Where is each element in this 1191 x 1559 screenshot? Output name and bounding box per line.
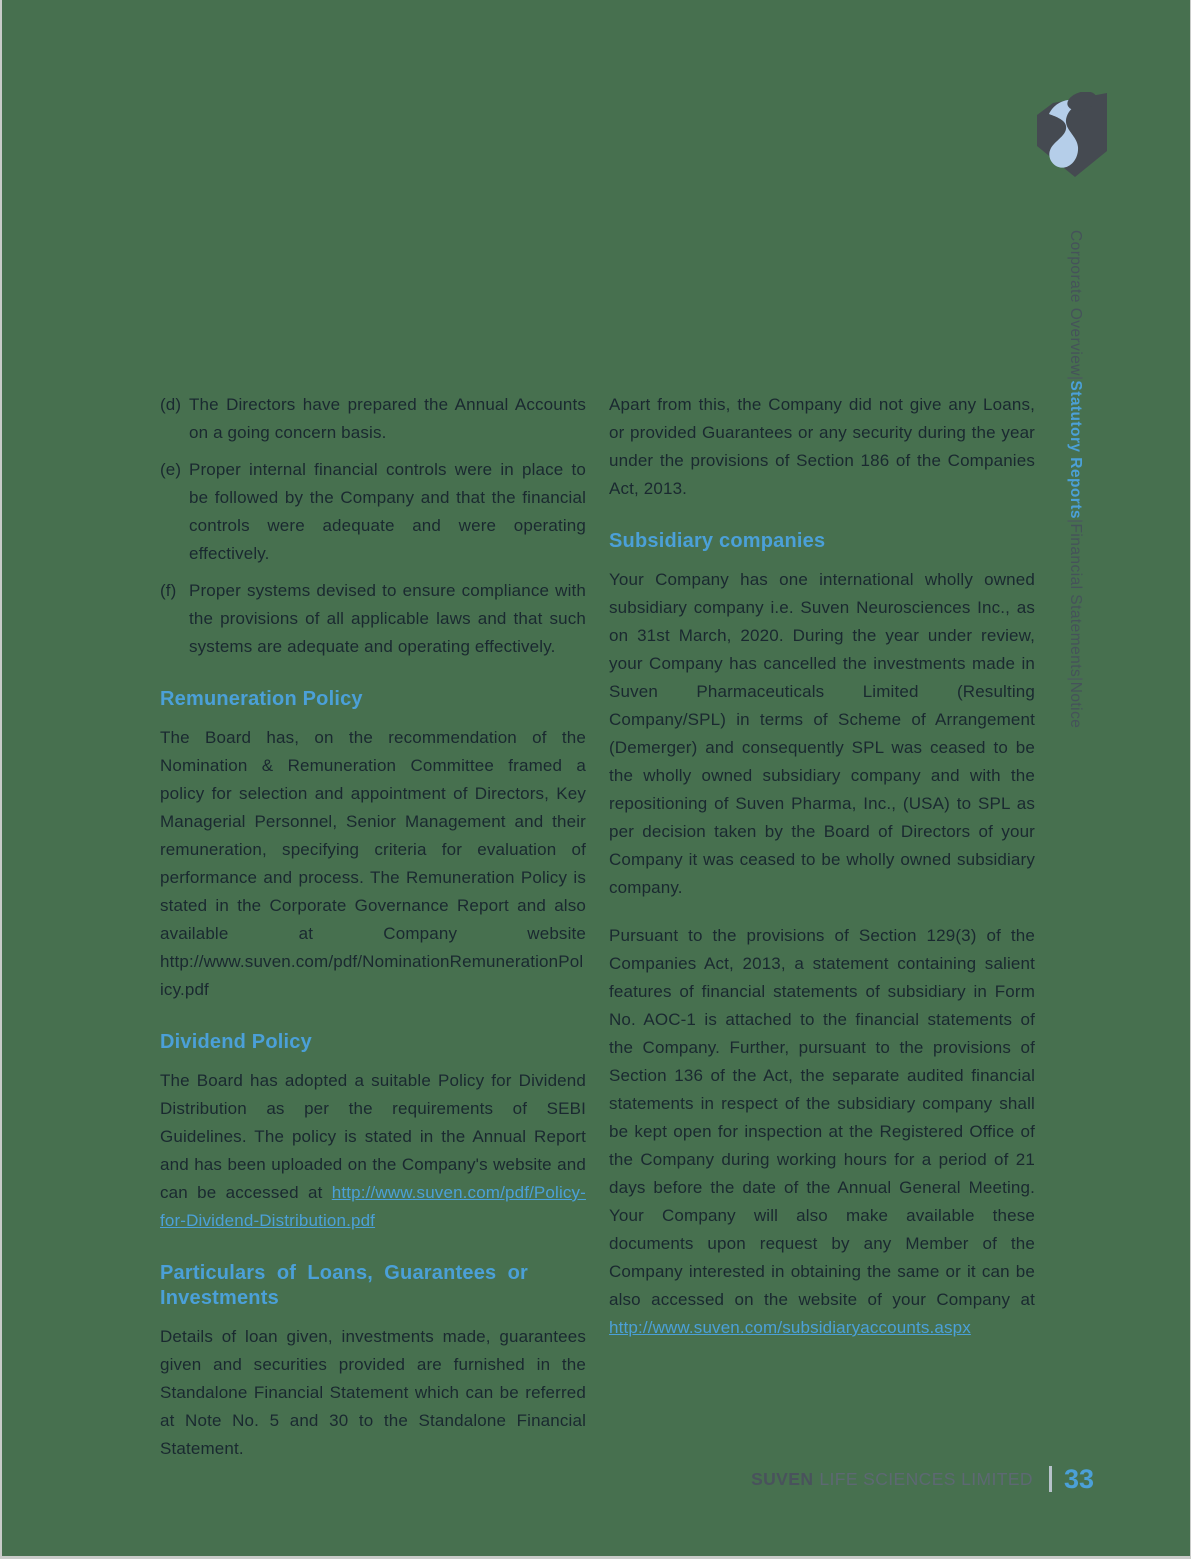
footer-brand-secondary: LIFE SCIENCES LIMITED <box>819 1468 1033 1489</box>
subsidiary-accounts-link[interactable]: http://www.suven.com/subsidiaryaccounts.aspx <box>609 1318 971 1337</box>
tab-separator: | <box>1067 375 1084 381</box>
footer-divider <box>1049 1466 1052 1492</box>
list-marker: (f) <box>160 581 177 600</box>
heading-remuneration-policy: Remuneration Policy <box>160 688 363 710</box>
list-marker: (e) <box>160 460 182 479</box>
tab-separator: | <box>1067 677 1084 682</box>
tab-statutory-reports: Statutory Reports <box>1067 380 1084 519</box>
right-column <box>609 391 1035 1362</box>
particulars-paragraph: Details of loan given, investments made, guarantees given and securities provided are furnished in the Standalone Financial Statement which can be referred at Note No. 5 and 30 to the Standalone Financial Statement. <box>160 1327 586 1458</box>
subsidiary-paragraph-1: Your Company has one international wholly owned subsidiary company i.e. Suven Neurosciences Inc., as on 31st March, 2020. During the year under review, your Company has cancelled the investments made in Suven Pharmaceuticals Limited (Resulting Company/SPL) in terms of Scheme of Arrangement (Demerger) and consequently SPL was ceased to be the wholly owned subsidiary company and with the repositioning of Suven Pharma, Inc., (USA) to SPL as per decision taken by the Board of Directors of your Company it was ceased to be wholly owned subsidiary company. <box>609 570 1035 897</box>
list-text: The Directors have prepared the Annual Accounts on a going concern basis. <box>189 395 586 442</box>
list-item-f <box>160 577 586 661</box>
subsidiary-paragraph-2 <box>609 922 1035 1342</box>
subsidiary-paragraph-2-text: Pursuant to the provisions of Section 129(3) of the Companies Act, 2013, a statement containing salient features of financial statements of subsidiary in Form No. AOC-1 is attached to the financial statements of the Company. Further, pursuant to the provisions of Section 136 of the Act, the separate audited financial statements in respect of the subsidiary company shall be kept open for inspection at the Registered Office of the Company during working hours for a period of 21 days before the date of the Annual General Meeting. Your Company will also make available these documents upon request by any Member of the Company interested in obtaining the same or it can be also accessed on the website of your Company at <box>609 926 1035 1309</box>
dividend-policy-paragraph <box>160 1067 586 1235</box>
heading-dividend-policy: Dividend Policy <box>160 1031 312 1053</box>
list-text: Proper systems devised to ensure compliance with the provisions of all applicable laws and that such systems are adequate and operating effectively. <box>189 581 586 656</box>
tab-notice: Notice <box>1067 681 1084 729</box>
tab-separator: | <box>1067 518 1084 524</box>
heading-subsidiary-companies: Subsidiary companies <box>609 530 826 552</box>
left-column <box>160 391 586 1483</box>
list-item-e <box>160 456 586 568</box>
tab-corporate-overview: Corporate Overview <box>1067 230 1084 376</box>
page-footer <box>751 1462 1094 1496</box>
page-number: 33 <box>1063 1463 1094 1494</box>
footer-brand-primary: SUVEN <box>751 1468 814 1489</box>
section-tabs-vertical <box>1066 230 1084 830</box>
list-item-d <box>160 391 586 447</box>
heading-particulars-loans: Particulars of Loans, Guarantees or Investments <box>160 1262 528 1309</box>
page-background <box>2 0 1190 1556</box>
dividend-policy-link[interactable]: http://www.suven.com/pdf/Policy-for-Dividend-Distribution.pdf <box>160 1183 586 1230</box>
dividend-policy-text: The Board has adopted a suitable Policy for Dividend Distribution as per the requirements of SEBI Guidelines. The policy is stated in the Annual Report and has been uploaded on the Company's website and can be accessed at <box>160 1071 586 1202</box>
list-text: Proper internal financial controls were in place to be followed by the Company and that the financial controls were adequate and were operating effectively. <box>189 460 586 563</box>
list-marker: (d) <box>160 395 182 414</box>
tab-financial-statements: Financial Statements <box>1067 523 1084 678</box>
section-186-paragraph: Apart from this, the Company did not give any Loans, or provided Guarantees or any security during the year under the provisions of Section 186 of the Companies Act, 2013. <box>609 395 1035 498</box>
remuneration-policy-paragraph: The Board has, on the recommendation of the Nomination & Remuneration Committee framed a policy for selection and appointment of Directors, Key Managerial Personnel, Senior Management and their remuneration, specifying criteria for evaluation of performance and process. The Remuneration Policy is stated in the Corporate Governance Report and also available at Company website http://www.suven.com/pdf/NominationRemunerationPolicy.pdf <box>160 728 586 999</box>
suven-logo-icon <box>1037 92 1109 180</box>
